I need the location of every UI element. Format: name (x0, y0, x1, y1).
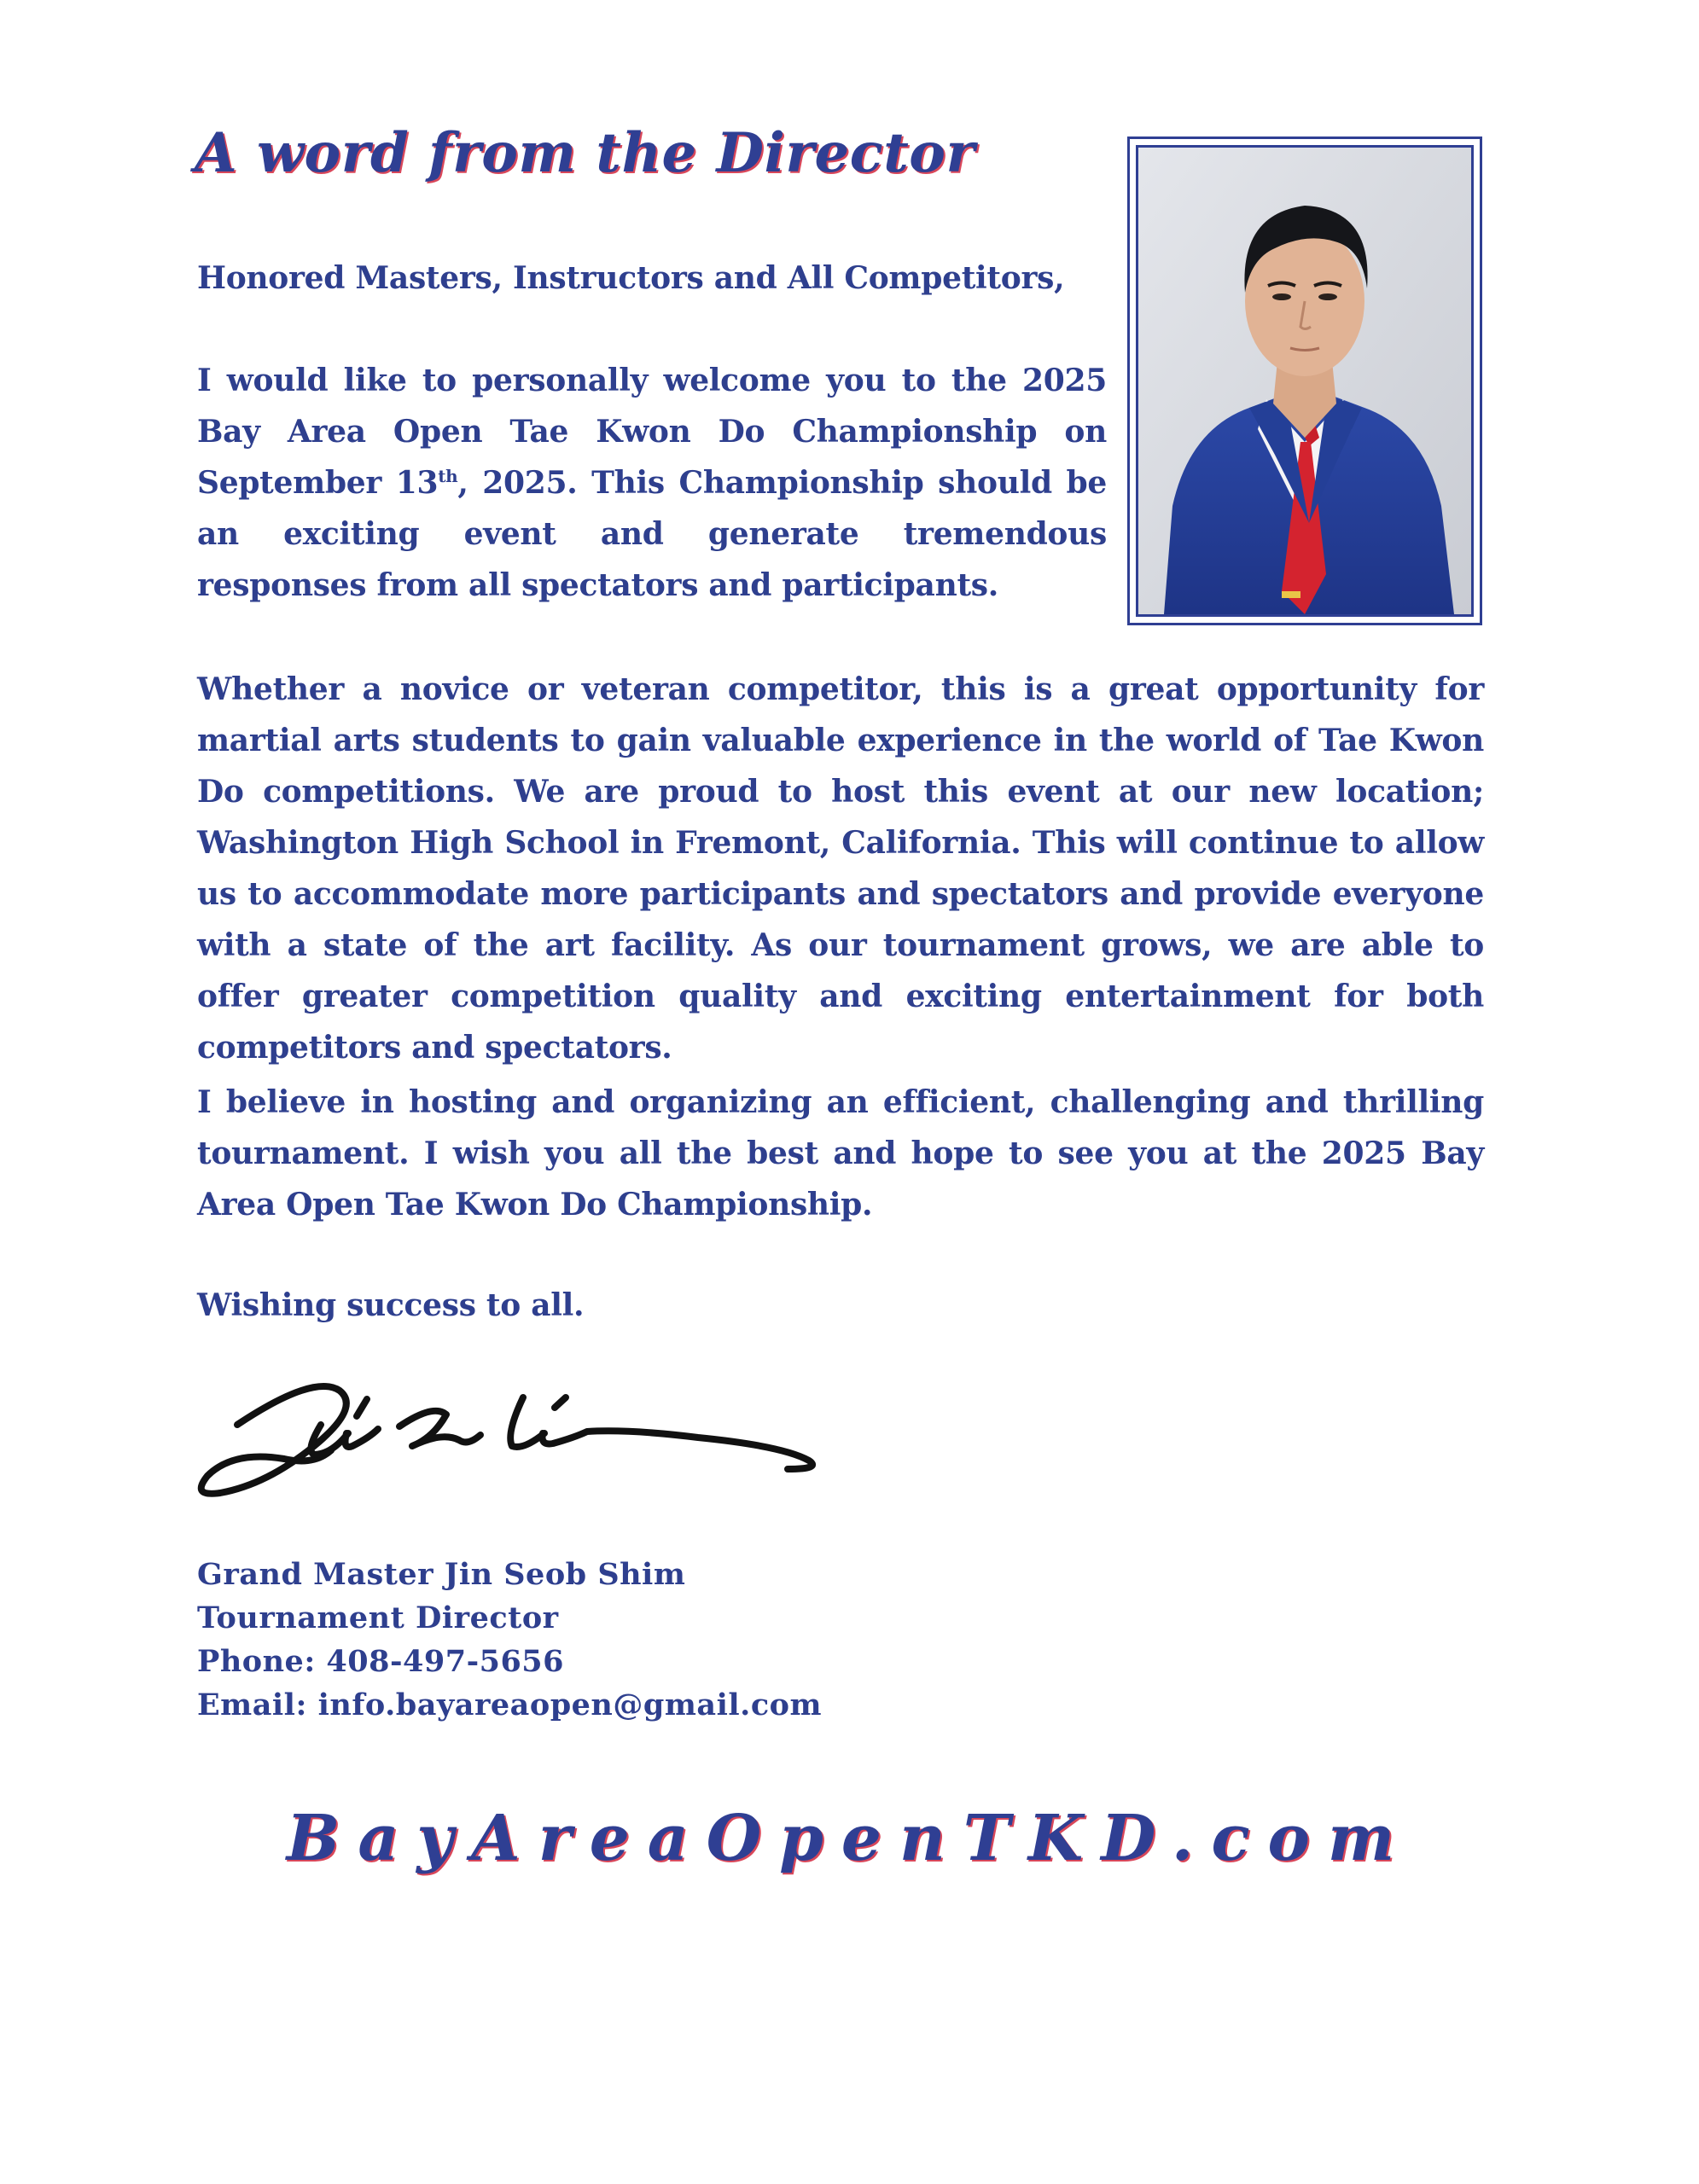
belief-paragraph: I believe in hosting and organizing an efficient, challenging and thrilling tournament. I wish you all the best and hope to see you at the 2025 Bay Area Open Tae Kwon Do Championship. (197, 1084, 1484, 1223)
salutation: Honored Masters, Instructors and All Competitors, (197, 260, 1065, 296)
contact-name: Grand Master Jin Seob Shim (197, 1557, 686, 1592)
director-photo (1136, 145, 1474, 617)
website-url: BayAreaOpenTKD.com (286, 1802, 1413, 1875)
ordinal-suffix: th (438, 466, 458, 486)
welcome-text-end: , 2025. This Championship should be an exciting event and generate tremendous responses from all spectators and participants. (197, 465, 1107, 603)
director-signature (186, 1365, 835, 1510)
contact-email: Email: info.bayareaopen@gmail.com (197, 1687, 823, 1722)
contact-block (197, 1553, 822, 1727)
welcome-text-start: I would like to personally welcome you to the 2025 Bay Area Open Tae Kwon Do Championship on September 13 (197, 363, 1107, 501)
contact-phone: Phone: 408-497-5656 (197, 1644, 565, 1679)
contact-title: Tournament Director (197, 1600, 559, 1635)
page-title: A word from the Director (195, 121, 975, 185)
director-photo-frame (1127, 136, 1482, 625)
welcome-paragraph (197, 355, 1107, 611)
opportunity-paragraph: Whether a novice or veteran competitor, this is a great opportunity for martial arts students to gain valuable experience in the world of Tae Kwon Do competitions. We are proud to host this event at our new location; Washington High School in Fremont, California. This will continue to allow us to accommodate more participants and spectators and provide everyone with a state of the art facility. As our tournament grows, we are able to offer greater competition quality and exciting entertainment for both competitors and spectators. (197, 671, 1484, 1066)
closing-line: Wishing success to all. (197, 1287, 585, 1323)
